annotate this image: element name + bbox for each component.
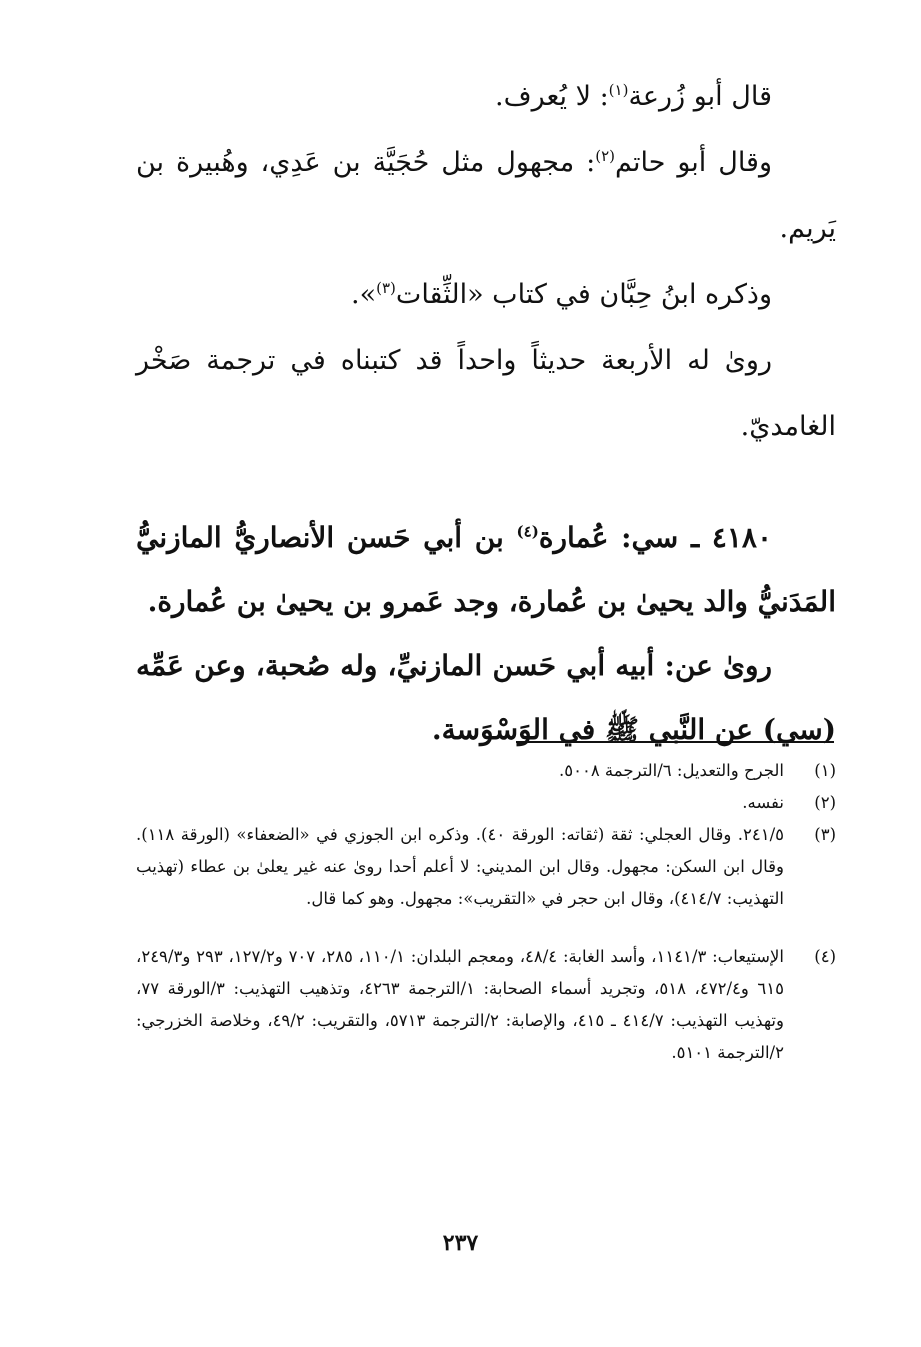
footnotes <box>136 755 836 1069</box>
footnote-text: نفسه. <box>742 793 784 812</box>
paragraph-text: روىٰ له الأربعة حديثاً واحداً قد كتبناه في ترجمة صَخْر الغامديّ. <box>136 345 836 442</box>
paragraph-text: وقال أبو حاتم <box>614 147 772 178</box>
paragraph-abu-hatim <box>136 130 836 262</box>
entry-heading <box>136 506 836 634</box>
paragraph-rawa-lahu <box>136 328 836 460</box>
main-text <box>136 64 836 762</box>
footnote-number: (١) <box>814 761 836 780</box>
paragraph-abu-zura <box>136 64 836 130</box>
footnote-4 <box>136 941 836 1069</box>
footnote-ref: (٣) <box>376 279 396 297</box>
footnote-text: ٢٤١/٥. وقال العجلي: ثقة (ثقاته: الورقة ٤٠). وذكره ابن الجوزي في «الضعفاء» (الورقة ١١٨). وقال ابن السكن: مجهول. وقال ابن المديني: لا أعلم أحدا روىٰ عنه غير يعلىٰ بن عطاء (تهذيب التهذيب: ٤١٤/٧)، وقال ابن حجر في «التقريب»: مجهول. وهو كما قال. <box>136 825 785 908</box>
footnote-separator <box>516 741 834 743</box>
footnote-number: (٣) <box>814 825 836 844</box>
footnote-2 <box>136 787 836 819</box>
entry-text: بن أبي حَسن الأنصاريُّ المازنيُّ المَدَنيُّ والد يحيىٰ بن عُمارة، وجد عَمرو بن يحيىٰ بن عُمارة. <box>136 521 836 618</box>
footnote-ref: (٤) <box>516 522 539 541</box>
page-number: ٢٣٧ <box>442 1230 479 1256</box>
paragraph-text: ». <box>351 279 377 310</box>
footnote-3 <box>136 819 836 915</box>
footnote-ref: (١) <box>608 81 629 99</box>
footnote-text: الإستيعاب: ١١٤١/٣، وأسد الغابة: ٤٨/٤، ومعجم البلدان: ١١٠/١، ٢٨٥، ٧٠٧ و١٢٧/٢، ٢٩٣ و٢٤٩/٣، ٦١٥ و٤٧٢/٤، ٥١٨، وتجريد أسماء الصحابة: ١/الترجمة ٤٢٦٣، وتذهيب التهذيب: ٣/الورقة ٧٧، وتهذيب التهذيب: ٤١٤/٧ ـ ٤١٥، والإصابة: ٢/الترجمة ٥٧١٣، والتقريب: ٤٩/٢، وخلاصة الخزرجي: ٢/الترجمة ٥١٠١. <box>136 947 784 1062</box>
paragraph-text: وذكره ابنُ حِبَّان في كتاب «الثِّقات <box>395 279 772 310</box>
paragraph-text: : لا يُعرف. <box>495 81 609 112</box>
footnote-ref: (٢) <box>595 147 615 165</box>
entry-narrations: روىٰ عن: أبيه أبي حَسن المازنيِّ، وله صُحبة، وعن عَمِّه (سي) عن النَّبي ﷺ في الوَسْوَسة. <box>136 649 836 746</box>
entry-name: ٤١٨٠ ـ سي: عُمارة <box>538 521 772 554</box>
paragraph-text: قال أبو زُرعة <box>628 81 772 112</box>
paragraph-text: : مجهول مثل حُجَيَّة بن عَدِي، وهُبيرة بن يَريم. <box>136 147 836 244</box>
footnote-number: (٢) <box>814 793 836 812</box>
paragraph-ibn-hibban <box>136 262 836 328</box>
biography-entry <box>136 506 836 762</box>
footnote-text: الجرح والتعديل: ٦/الترجمة ٥٠٠٨. <box>558 761 784 780</box>
footnote-number: (٤) <box>814 947 836 966</box>
footnote-1 <box>136 755 836 787</box>
